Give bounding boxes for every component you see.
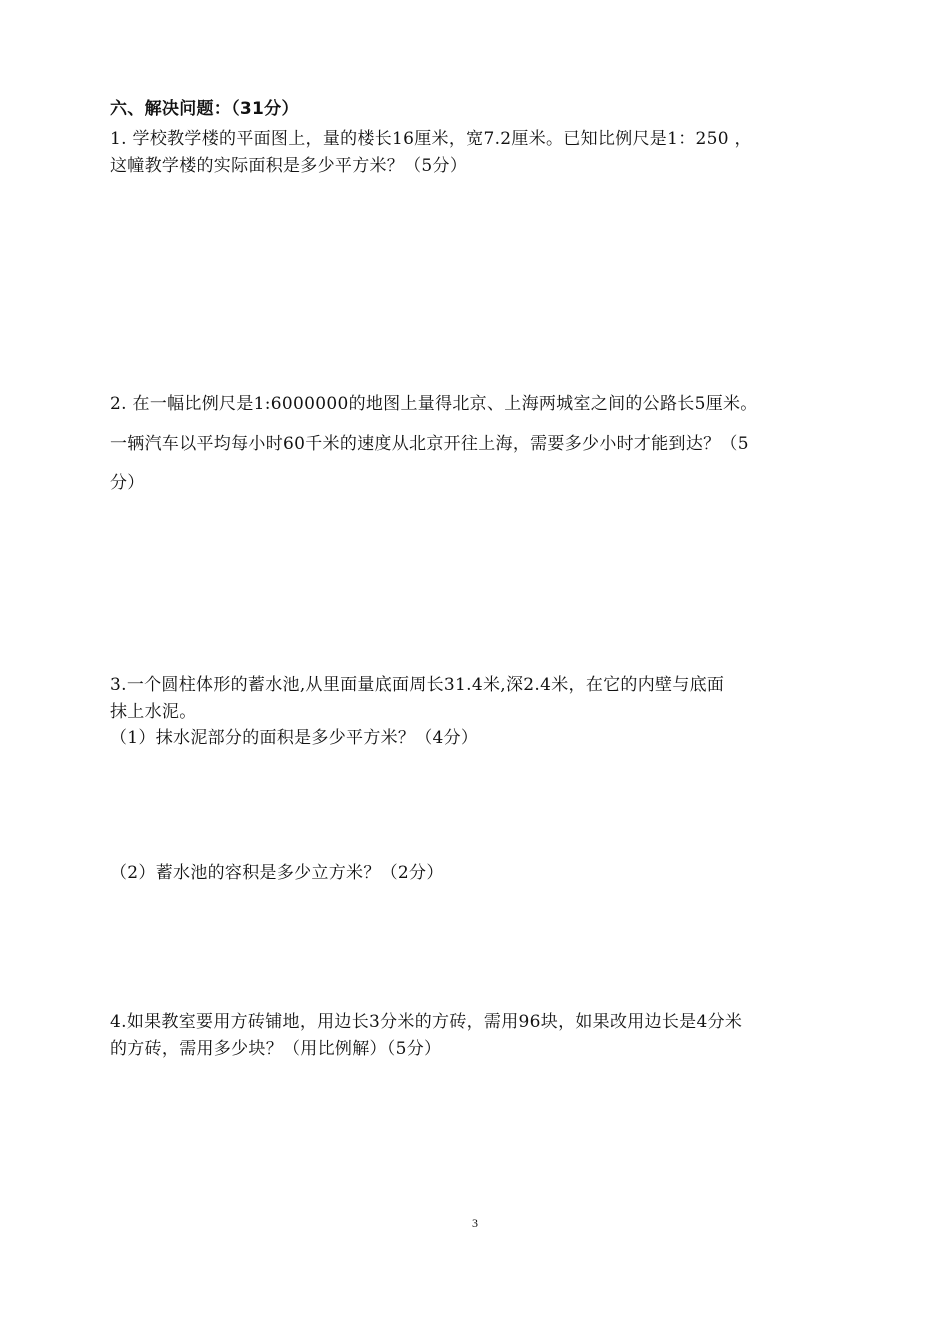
problem-3-subquestion-2: （2）蓄水池的容积是多少立方米？（2分） [110,863,444,883]
page-number: 3 [472,1216,478,1230]
problem-3-line-1: 3.一个圆柱体形的蓄水池,从里面量底面周长31.4米,深2.4米，在它的内壁与底面 [110,675,725,695]
problem-2-line-1: 2. 在一幅比例尺是1:6000000的地图上量得北京、上海两城室之间的公路长5厘米。 [110,394,758,414]
section-title: 六、解决问题：（31分） [110,99,299,119]
problem-2-line-2: 一辆汽车以平均每小时60千米的速度从北京开往上海，需要多少小时才能到达？（5 [110,434,749,454]
problem-1-line-2: 这幢教学楼的实际面积是多少平方米？（5分） [110,156,468,176]
problem-1-line-1: 1. 学校教学楼的平面图上，量的楼长16厘米，宽7.2厘米。已知比例尺是1：250 ， [110,129,752,149]
problem-3-line-2: 抹上水泥。 [110,702,197,722]
problem-3-subquestion-1: （1）抹水泥部分的面积是多少平方米？（4分） [110,728,479,748]
problem-4-line-1: 4.如果教室要用方砖铺地，用边长3分米的方砖，需用96块，如果改用边长是4分米 [110,1012,743,1032]
problem-2-line-3: 分） [110,473,145,493]
problem-4-line-2: 的方砖，需用多少块？（用比例解）（5分） [110,1039,442,1059]
